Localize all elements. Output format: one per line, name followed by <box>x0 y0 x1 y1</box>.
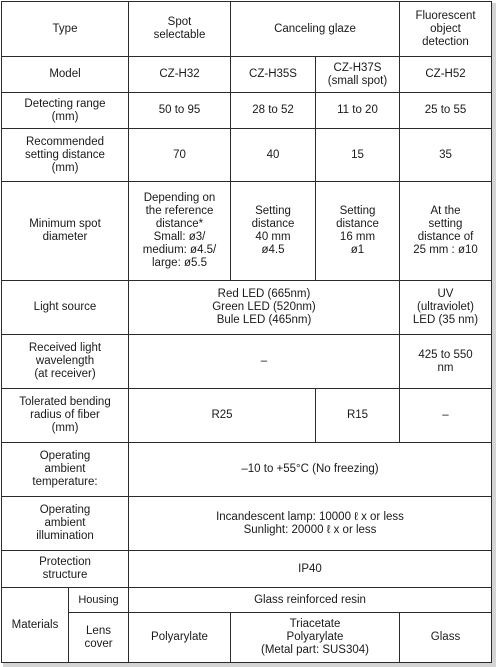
text-line: Small: ø3/ <box>153 231 206 243</box>
detecting-range-label <box>2 93 129 129</box>
text-line: diameter <box>42 231 88 243</box>
text-line: 40 mm <box>255 231 291 243</box>
text-line: structure <box>42 569 88 581</box>
light-source-label: Light source <box>2 281 129 335</box>
housing-value: Glass reinforced resin <box>129 588 492 613</box>
text-line: Incandescent lamp: 10000 ℓ x or less <box>216 510 404 523</box>
text-line: object <box>430 22 461 35</box>
text-line: Received light <box>28 342 102 354</box>
row-temperature <box>2 443 492 497</box>
min-spot-label <box>2 182 129 281</box>
text-line: 25 mm : ø10 <box>413 244 478 256</box>
row-illumination <box>2 497 492 551</box>
protection-label <box>2 551 129 588</box>
detecting-range-h37s: 11 to 20 <box>316 93 400 129</box>
specification-table <box>1 1 492 663</box>
text-line: Setting <box>255 205 291 217</box>
row-materials-lens <box>2 613 492 663</box>
text-line: Setting <box>339 205 376 217</box>
row-setting-distance <box>2 129 492 182</box>
text-line: Polyarylate <box>286 631 344 643</box>
min-spot-h52 <box>400 182 492 281</box>
text-line: distance* <box>155 218 204 230</box>
setting-distance-h37s: 15 <box>316 129 400 182</box>
text-line: (Metal part: SUS304) <box>260 644 369 656</box>
text-line: Triacetate <box>289 618 341 630</box>
text-line: (mm) <box>51 161 79 174</box>
text-line: Minimum spot <box>29 218 101 230</box>
row-materials-housing <box>2 588 492 613</box>
light-source-h52 <box>400 281 492 335</box>
text-line: ambient <box>44 463 86 475</box>
light-source-led-list <box>129 281 400 335</box>
text-line: (at receiver) <box>34 368 96 380</box>
text-line: distance <box>336 218 379 230</box>
row-model <box>2 57 492 93</box>
text-line: Operating <box>39 504 91 516</box>
text-line: Protection <box>39 556 91 568</box>
wavelength-label <box>2 335 129 389</box>
setting-distance-h32: 70 <box>129 129 231 182</box>
text-line: 16 mm <box>339 231 376 243</box>
text-line: Green LED (520nm) <box>212 301 316 313</box>
row-wavelength <box>2 335 492 389</box>
model-h32: CZ-H32 <box>129 57 231 93</box>
wavelength-shared: – <box>129 335 400 389</box>
lens-h52: Glass <box>400 613 492 663</box>
text-line: Depending on <box>143 192 216 204</box>
materials-label: Materials <box>2 588 69 663</box>
row-detecting-range <box>2 93 492 129</box>
min-spot-h37s <box>316 182 400 281</box>
text-line: Spot <box>167 16 192 28</box>
text-line: ambient <box>44 517 86 529</box>
text-line: wavelength <box>35 355 95 367</box>
detecting-range-h52: 25 to 55 <box>400 93 492 129</box>
text-line: Detecting range <box>24 97 106 110</box>
text-line: Fluorescent <box>415 9 476 22</box>
text-line: UV <box>437 288 454 300</box>
text-line: At the <box>430 205 461 217</box>
wavelength-h52 <box>400 335 492 389</box>
text-line: ø4.5 <box>261 244 285 256</box>
text-line: 425 to 550 <box>418 348 473 361</box>
text-line: cover <box>84 637 113 650</box>
detecting-range-h32: 50 to 95 <box>129 93 231 129</box>
row-light-source <box>2 281 492 335</box>
text-line: Sunlight: 20000 ℓ x or less <box>243 523 377 536</box>
model-h37s <box>316 57 400 93</box>
temperature-value: –10 to +55°C (No freezing) <box>129 443 492 497</box>
lens-cover-label <box>69 613 129 663</box>
lens-canceling <box>231 613 400 663</box>
row-type <box>2 2 492 57</box>
illumination-label <box>2 497 129 551</box>
bending-label <box>2 389 129 443</box>
bending-h32-h35s: R25 <box>129 389 316 443</box>
text-line: CZ-H37S <box>333 61 382 74</box>
text-line: setting <box>428 218 463 230</box>
text-line: (ultraviolet) <box>417 301 474 313</box>
header-fluorescent <box>400 2 492 57</box>
text-line: Bule LED (465nm) <box>216 314 312 326</box>
min-spot-h32 <box>129 182 231 281</box>
type-label: Type <box>2 2 129 57</box>
text-line: setting distance <box>25 148 105 161</box>
model-label: Model <box>2 57 129 93</box>
text-line: Operating <box>39 450 91 462</box>
text-line: ø1 <box>350 244 365 256</box>
text-line: Recommended <box>26 135 104 148</box>
text-line: medium: ø4.5/ <box>142 244 217 256</box>
text-line: Tolerated bending <box>19 396 111 408</box>
text-line: LED (35 nm) <box>412 314 479 326</box>
setting-distance-label <box>2 129 129 182</box>
text-line: (small spot) <box>327 74 388 87</box>
text-line: distance <box>251 218 295 230</box>
header-spot-selectable <box>129 2 231 57</box>
text-line: radius of fiber <box>30 409 100 421</box>
text-line: temperature: <box>32 476 98 488</box>
bending-h37s: R15 <box>316 389 400 443</box>
min-spot-h35s <box>231 182 316 281</box>
text-line: large: ø5.5 <box>152 257 207 269</box>
model-h35s: CZ-H35S <box>231 57 316 93</box>
text-line: the reference <box>145 205 214 217</box>
detecting-range-h35s: 28 to 52 <box>231 93 316 129</box>
text-line: detection <box>422 35 469 48</box>
bending-h52: – <box>400 389 492 443</box>
temperature-label <box>2 443 129 497</box>
model-h52: CZ-H52 <box>400 57 492 93</box>
illumination-value <box>129 497 492 551</box>
setting-distance-h52: 35 <box>400 129 492 182</box>
text-line: (mm) <box>51 422 79 434</box>
text-line: (mm) <box>51 110 79 123</box>
text-line: Lens <box>86 624 111 637</box>
housing-label: Housing <box>69 588 129 613</box>
header-canceling-glaze: Canceling glaze <box>231 2 400 57</box>
row-min-spot <box>2 182 492 281</box>
text-line: Red LED (665nm) <box>217 288 311 300</box>
text-line: illumination <box>36 530 94 542</box>
text-line: nm <box>437 361 454 374</box>
text-line: distance of <box>417 231 474 243</box>
setting-distance-h35s: 40 <box>231 129 316 182</box>
row-bending-radius <box>2 389 492 443</box>
protection-value: IP40 <box>129 551 492 588</box>
row-protection <box>2 551 492 588</box>
lens-h32: Polyarylate <box>129 613 231 663</box>
text-line: selectable <box>153 29 206 41</box>
